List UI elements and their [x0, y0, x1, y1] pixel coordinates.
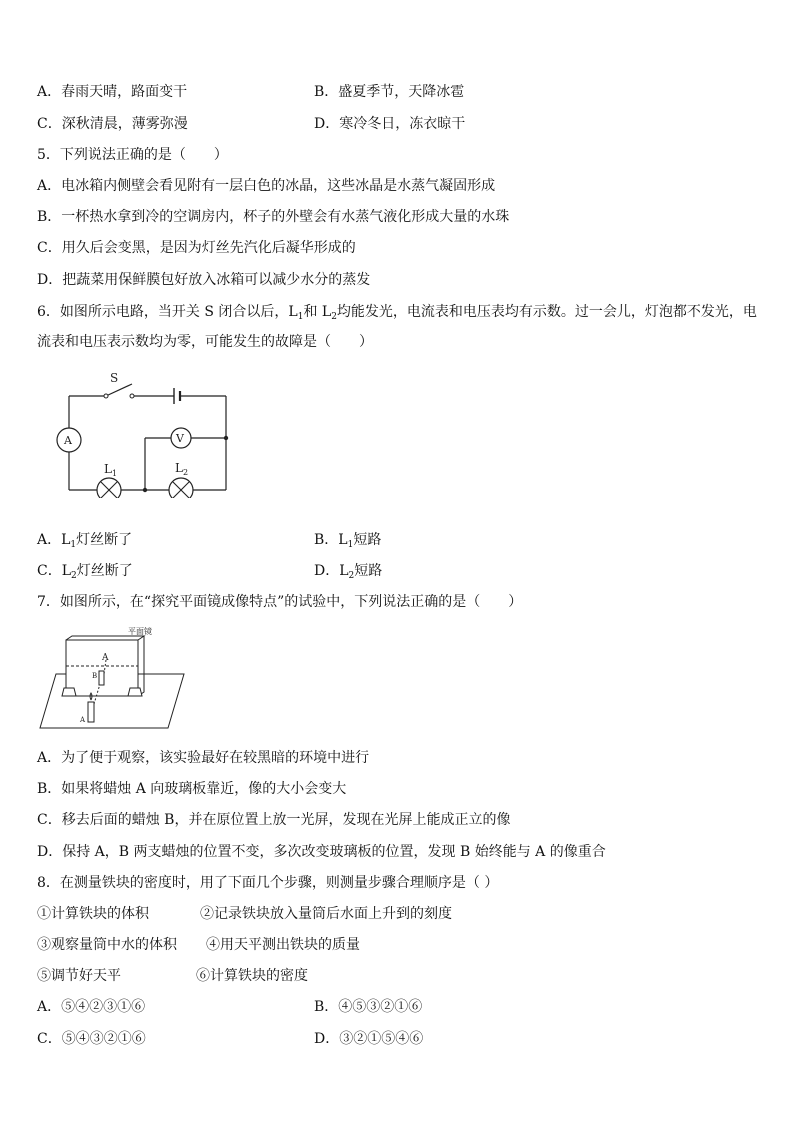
candle-b	[99, 671, 104, 685]
q7-option-d: D．保持 A，B 两支蜡烛的位置不变，多次改变玻璃板的位置，发现 B 始终能与 A 的像重合	[37, 844, 606, 860]
q6-option-b: B．$L_1$短路	[314, 532, 382, 550]
mirror-plate-top	[66, 636, 144, 640]
q4-option-a: A．春雨天晴，路面变干	[37, 84, 188, 100]
q5-option-c: C．用久后会变黑，是因为灯丝先汽化后凝华形成的	[37, 240, 356, 256]
lamp-l2-label: $L_2$	[175, 461, 189, 477]
q5-option-a: A．电冰箱内侧壁会看见附有一层白色的冰晶，这些冰晶是水蒸气凝固形成	[37, 178, 496, 194]
q7-option-c: C．移去后面的蜡烛 B，并在原位置上放一光屏，发现在光屏上能成正立的像	[37, 812, 511, 828]
q6-circuit-diagram	[50, 368, 240, 498]
q8-stem: 8．在测量铁块的密度时，用了下面几个步骤，则测量步骤合理顺序是（ ）	[37, 875, 499, 891]
q8-step-3: ③观察量筒中水的体积	[37, 937, 177, 953]
voltmeter-label: V	[176, 432, 184, 445]
lamp-l1-label: $L_1$	[104, 462, 118, 478]
q8-step-1: ①计算铁块的体积	[37, 906, 149, 922]
mirror-label: 平面镜	[128, 627, 152, 636]
q4-option-c: C．深秋清晨，薄雾弥漫	[37, 116, 188, 132]
q8-step-5: ⑤调节好天平	[37, 968, 121, 984]
label-b: B	[92, 672, 98, 680]
candle-a	[88, 702, 94, 722]
q6-stem-line2: 流表和电压表示数均为零，可能发生的故障是（ ）	[37, 334, 373, 350]
q5-option-b: B．一杯热水拿到冷的空调房内，杯子的外壁会有水蒸气液化形成大量的水珠	[37, 209, 510, 225]
junction-dot-bottom	[143, 488, 147, 492]
q8-option-c: C．⑤④③②①⑥	[37, 1031, 146, 1047]
switch-contact-left	[104, 394, 108, 398]
q4-option-b: B．盛夏季节，天降冰雹	[314, 84, 465, 100]
q6-option-d: D．$L_2$短路	[314, 563, 383, 581]
mirror-plate-side	[138, 636, 144, 696]
label-a-candle: A	[80, 716, 86, 724]
lamp-l1-symbol	[97, 478, 121, 498]
q4-option-d: D．寒冷冬日，冻衣晾干	[314, 116, 466, 132]
ammeter-label: A	[64, 434, 72, 447]
q8-option-a: A．⑤④②③①⑥	[37, 999, 146, 1015]
q8-option-d: D．③②①⑤④⑥	[314, 1031, 424, 1047]
lamp-l2-symbol	[169, 478, 193, 498]
q8-option-b: B．④⑤③②①⑥	[314, 999, 423, 1015]
q6-option-a: A．$L_1$灯丝断了	[37, 532, 133, 550]
q8-step-2: ②记录铁块放入量筒后水面上升到的刻度	[200, 906, 452, 922]
q7-stem: 7．如图所示，在“探究平面镜成像特点”的试验中，下列说法正确的是（ ）	[37, 594, 523, 610]
q5-option-d: D．把蔬菜用保鲜膜包好放入冰箱可以减少水分的蒸发	[37, 272, 371, 288]
support-right	[128, 688, 142, 696]
q8-step-4: ④用天平测出铁块的质量	[206, 937, 360, 953]
q6-option-c: C．$L_2$灯丝断了	[37, 563, 133, 581]
mirror-plate-front	[66, 640, 138, 696]
q7-mirror-diagram	[36, 624, 186, 734]
junction-dot-right	[224, 436, 228, 440]
q7-option-b: B．如果将蜡烛 A 向玻璃板靠近，像的大小会变大	[37, 781, 347, 797]
switch-blade	[106, 384, 132, 396]
q8-step-6: ⑥计算铁块的密度	[196, 968, 308, 984]
switch-label: S	[110, 371, 119, 385]
support-left	[62, 688, 76, 696]
switch-contact-right	[130, 394, 134, 398]
q6-stem-line1: 6．如图所示电路，当开关 S 闭合以后，$L_1$和 $L_2$均能发光，电流表和电压表均有示数。过一会儿，灯泡都不发光，电	[37, 304, 757, 322]
label-a-image: A	[102, 653, 109, 663]
q5-stem: 5．下列说法正确的是（ ）	[37, 147, 228, 163]
q7-option-a: A．为了便于观察，该实验最好在较黑暗的环境中进行	[37, 750, 370, 766]
